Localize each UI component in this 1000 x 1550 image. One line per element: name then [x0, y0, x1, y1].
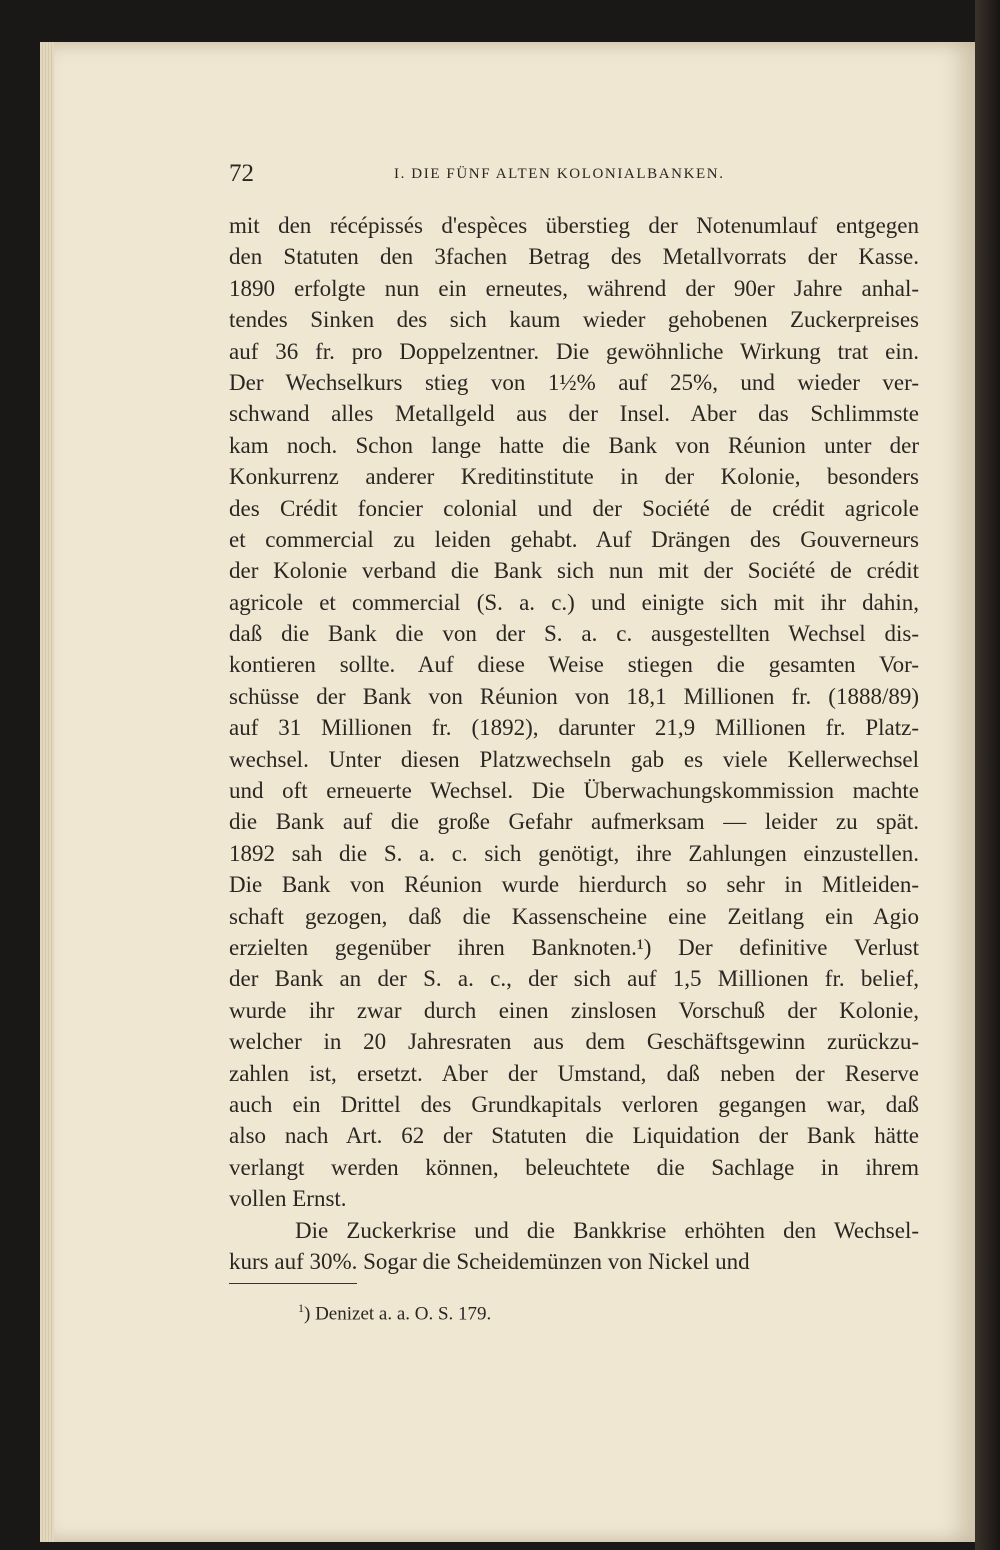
text-line: des Crédit foncier colonial und der Société de crédit agricole — [229, 495, 919, 521]
running-head: I. DIE FÜNF ALTEN KOLONIALBANKEN. — [394, 166, 725, 182]
text-line: Konkurrenz anderer Kreditinstitute in der Kolonie, besonders — [229, 464, 919, 490]
page-number: 72 — [229, 160, 254, 187]
text-line: den Statuten den 3fachen Betrag des Metallvorrats der Kasse. — [229, 244, 919, 270]
text-line: auf 36 fr. pro Doppelzentner. Die gewöhnliche Wirkung trat ein. — [229, 338, 919, 364]
text-line: also nach Art. 62 der Statuten die Liquidation der Bank hätte — [229, 1123, 919, 1149]
body-text — [229, 210, 919, 1277]
text-line: 1892 sah die S. a. c. sich genötigt, ihre Zahlungen einzustellen. — [229, 840, 919, 866]
text-line: tendes Sinken des sich kaum wieder gehobenen Zuckerpreises — [229, 307, 919, 333]
text-line: Die Bank von Réunion wurde hierdurch so sehr in Mitleiden- — [229, 872, 919, 898]
footnote — [298, 1301, 491, 1325]
text-line: kam noch. Schon lange hatte die Bank von Réunion unter der — [229, 432, 919, 458]
text-line: der Kolonie verband die Bank sich nun mit der Société de crédit — [229, 558, 919, 584]
text-line: auch ein Drittel des Grundkapitals verloren gegangen war, daß — [229, 1091, 919, 1117]
text-line: die Bank auf die große Gefahr aufmerksam — leider zu spät. — [229, 809, 919, 835]
footnote-text: ) Denizet a. a. O. S. 179. — [304, 1303, 492, 1325]
text-line: vollen Ernst. — [229, 1186, 347, 1212]
text-line: et commercial zu leiden gehabt. Auf Drängen des Gouverneurs — [229, 526, 919, 552]
text-line: erzielten gegenüber ihren Banknoten.¹) Der definitive Verlust — [229, 934, 919, 960]
text-line: 1890 erfolgte nun ein erneutes, während der 90er Jahre anhal- — [229, 275, 919, 301]
text-line: wechsel. Unter diesen Platzwechseln gab es viele Kellerwechsel — [229, 746, 919, 772]
text-line: der Bank an der S. a. c., der sich auf 1,5 Millionen fr. belief, — [229, 966, 919, 992]
book-spine — [975, 0, 1000, 1550]
page-header — [229, 160, 919, 190]
text-line: kurs auf 30%. Sogar die Scheidemünzen von Nickel und — [229, 1248, 750, 1274]
text-line: welcher in 20 Jahresraten aus dem Geschäftsgewinn zurückzu- — [229, 1029, 919, 1055]
text-line: schaft gezogen, daß die Kassenscheine eine Zeitlang ein Agio — [229, 903, 919, 929]
text-line: zahlen ist, ersetzt. Aber der Umstand, daß neben der Reserve — [229, 1060, 919, 1086]
text-line: mit den récépissés d'espèces überstieg der Notenumlauf entgegen — [229, 213, 919, 238]
footnote-rule — [229, 1283, 357, 1284]
text-line: agricole et commercial (S. a. c.) und einigte sich mit ihr dahin, — [229, 589, 919, 615]
text-line: Die Zuckerkrise und die Bankkrise erhöhten den Wechsel- — [295, 1217, 919, 1243]
text-line: auf 31 Millionen fr. (1892), darunter 21,9 Millionen fr. Platz- — [229, 715, 919, 741]
text-line: und oft erneuerte Wechsel. Die Überwachungskommission machte — [229, 778, 919, 804]
text-line: schüsse der Bank von Réunion von 18,1 Millionen fr. (1888/89) — [229, 683, 919, 709]
text-line: wurde ihr zwar durch einen zinslosen Vorschuß der Kolonie, — [229, 997, 919, 1023]
page-edge-stack — [40, 42, 54, 1542]
footnote-marker: 1 — [298, 1301, 304, 1315]
text-line: Der Wechselkurs stieg von 1½% auf 25%, und wieder ver- — [229, 369, 919, 395]
text-line: daß die Bank die von der S. a. c. ausgestellten Wechsel dis- — [229, 621, 919, 647]
text-line: kontieren sollte. Auf diese Weise stiegen die gesamten Vor- — [229, 652, 919, 678]
text-line: verlangt werden können, beleuchtete die Sachlage in ihrem — [229, 1154, 919, 1180]
text-line: schwand alles Metallgeld aus der Insel. Aber das Schlimmste — [229, 401, 919, 427]
